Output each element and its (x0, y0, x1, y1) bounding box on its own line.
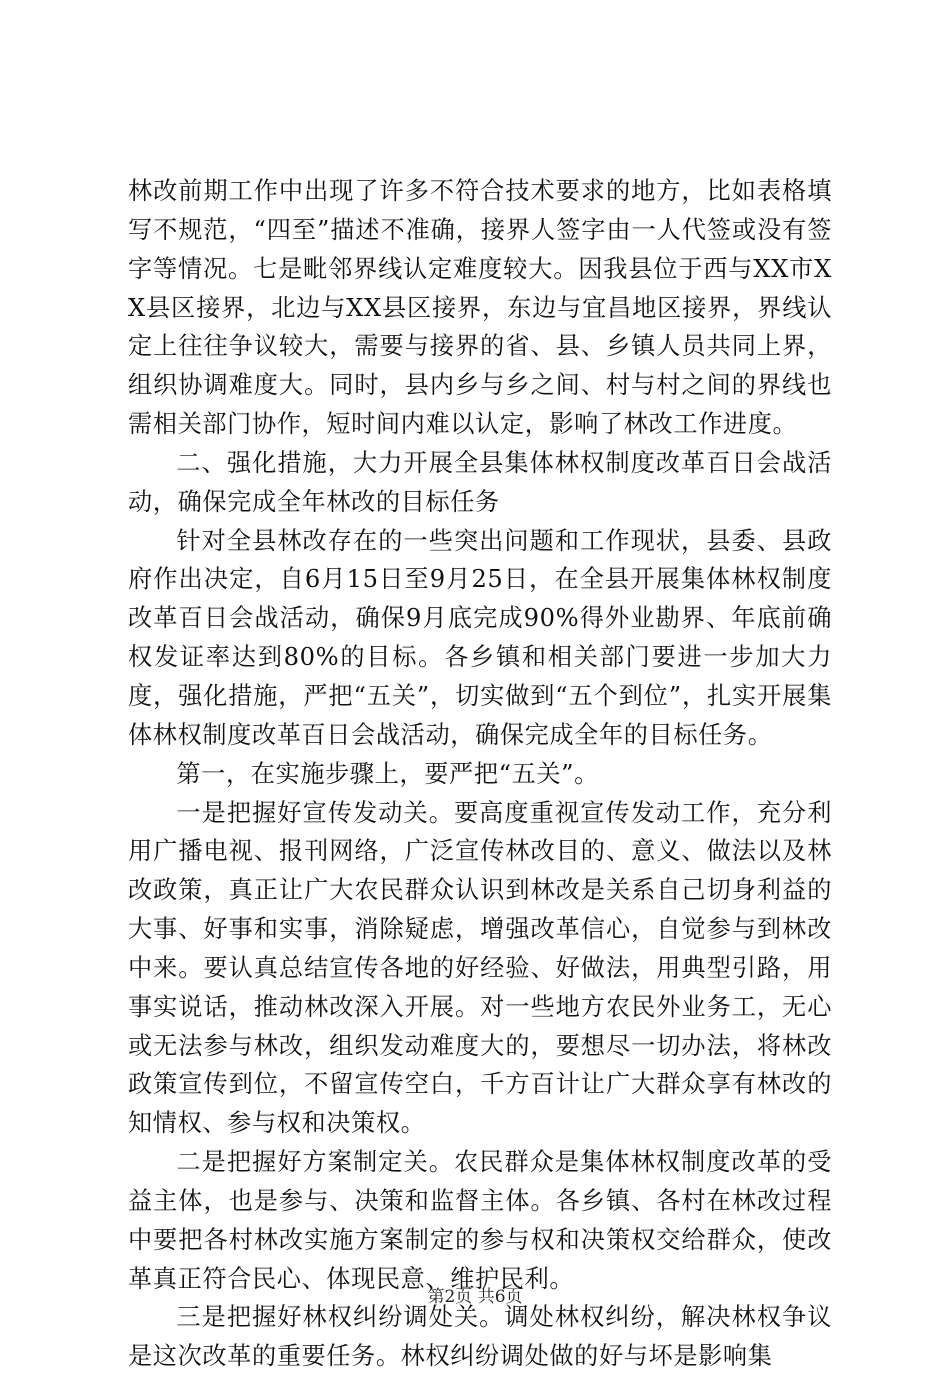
paragraph-7: 三是把握好林权纠纷调处关。调处林权纠纷，解决林权争议是这次改革的重要任务。林权纠纷调处做的好与坏是影响集 (128, 1303, 832, 1371)
section-heading-2: 二、强化措施，大力开展全县集体林权制度改革百日会战活动，确保完成全年林改的目标任务 (128, 448, 832, 516)
subheading-4: 第一，在实施步骤上，要严把“五关”。 (176, 759, 599, 788)
document-body (128, 172, 832, 1376)
paragraph-1: 林改前期工作中出现了许多不符合技术要求的地方，比如表格填写不规范，“四至”描述不准确，接界人签字由一人代签或没有签字等情况。七是毗邻界线认定难度较大。因我县位于西与XX市XX县区接界，北边与XX县区接界，东边与宜昌地区接界，界线认定上往往争议较大，需要与接界的省、县、乡镇人员共同上界，组织协调难度大。同时，县内乡与乡之间、村与村之间的界线也需相关部门协作，短时间内难以认定，影响了林改工作进度。 (128, 177, 832, 439)
paragraph-3: 针对全县林改存在的一些突出问题和工作现状，县委、县政府作出决定，自6月15日至9月25日，在全县开展集体林权制度改革百日会战活动，确保9月底完成90%得外业勘界、年底前确权发证率达到80%的目标。各乡镇和相关部门要进一步加大力度，强化措施，严把“五关”，切实做到“五个到位”，扎实开展集体林权制度改革百日会战活动，确保完成全年的目标任务。 (128, 526, 832, 749)
paragraph-6: 二是把握好方案制定关。农民群众是集体林权制度改革的受益主体，也是参与、决策和监督主体。各乡镇、各村在林改过程中要把各村林改实施方案制定的参与权和决策权交给群众，使改革真正符合民心、体现民意、维护民利。 (128, 1148, 832, 1293)
page-footer: 第2页 共6页 (427, 1287, 523, 1307)
paragraph-5: 一是把握好宣传发动关。要高度重视宣传发动工作，充分利用广播电视、报刊网络，广泛宣传林改目的、意义、做法以及林改政策，真正让广大农民群众认识到林改是关系自己切身利益的大事、好事和实事，消除疑虑，增强改革信心，自觉参与到林改中来。要认真总结宣传各地的好经验、好做法，用典型引路，用事实说话，推动林改深入开展。对一些地方农民外业务工，无心或无法参与林改，组织发动难度大的，要想尽一切办法，将林改政策宣传到位，不留宣传空白，千方百计让广大群众享有林改的知情权、参与权和决策权。 (128, 798, 832, 1138)
